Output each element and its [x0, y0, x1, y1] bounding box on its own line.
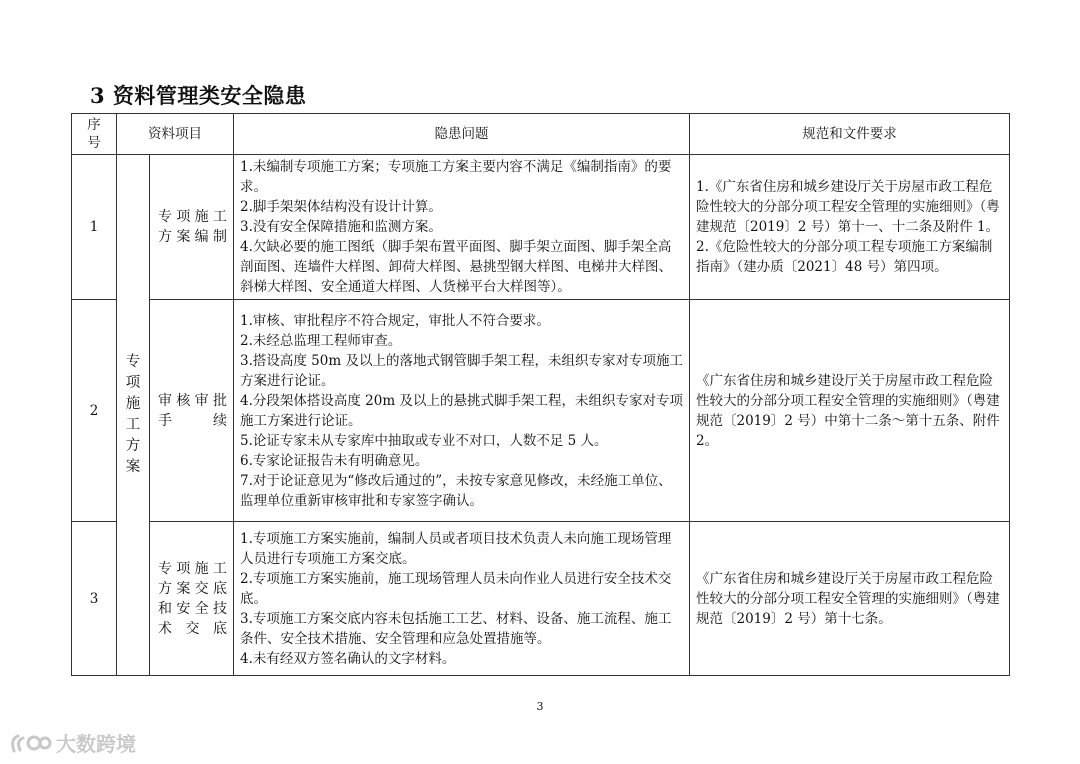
header-requirement: 规范和文件要求 [690, 114, 1010, 155]
issue-line: 3.没有安全保障措施和监测方案。 [240, 219, 442, 235]
issue-line: 1.未编制专项施工方案；专项施工方案主要内容不满足《编制指南》的要求。 [240, 159, 672, 195]
watermark-logo-icon [8, 731, 52, 755]
issue-line: 4.未有经双方签名确认的文字材料。 [240, 650, 456, 667]
table-header-row [72, 114, 1010, 155]
requirement-line: 《广东省住房和城乡建设厅关于房屋市政工程危险性较大的分部分项工程安全管理的实施细则》（粤建规范〔2019〕2 号）第十七条。 [696, 570, 1000, 627]
page-title: 3 资料管理类安全隐患 [90, 83, 307, 108]
issue-line: 3.搭设高度 50m 及以上的落地式钢管脚手架工程，未组织专家对专项施工方案进行论证。 [240, 352, 683, 389]
issues-cell [234, 522, 690, 676]
requirements-cell [690, 155, 1010, 300]
issue-line: 2.脚手架架体结构没有设计计算。 [240, 199, 442, 215]
requirement-line: 1.《广东省住房和城乡建设厅关于房屋市政工程危险性较大的分部分项工程安全管理的实施细则》（粤建规范〔2019〕2 号）第十一、十二条及附件 1。 [696, 179, 1000, 235]
requirements-cell [690, 522, 1010, 676]
issue-line: 1.专项施工方案实施前，编制人员或者项目技术负责人未向施工现场管理人员进行专项施工方案交底。 [240, 530, 672, 567]
row-number: 3 [72, 522, 117, 676]
issue-line: 6.专家论证报告未有明确意见。 [240, 452, 429, 469]
category-char: 专 [125, 354, 141, 370]
issue-line: 4.分段架体搭设高度 20m 及以上的悬挑式脚手架工程，未组织专家对专项施工方案进行论证。 [240, 392, 683, 429]
watermark [8, 728, 136, 757]
watermark-text: 大数跨境 [56, 732, 136, 756]
header-num [72, 114, 117, 155]
header-num-line2: 号 [87, 135, 101, 151]
issue-line: 4.欠缺必要的施工图纸（脚手架布置平面图、脚手架立面图、脚手架全高剖面图、连墙件大样图、卸荷大样图、悬挑型钢大样图、电梯井大样图、斜梯大样图、安全通道大样图、人货梯平台大样图等）。 [240, 239, 672, 295]
table-row [72, 300, 1010, 522]
requirements-cell [690, 300, 1010, 522]
issues-cell [234, 155, 690, 300]
page-number: 3 [536, 700, 544, 713]
issue-line: 3.专项施工方案交底内容未包括施工工艺、材料、设备、施工流程、施工条件、安全技术措施、安全管理和应急处置措施等。 [240, 610, 672, 647]
item-name: 审核审批手续 [150, 300, 234, 522]
header-num-line1: 序 [87, 117, 101, 133]
issue-line: 2.专项施工方案实施前，施工现场管理人员未向作业人员进行安全技术交底。 [240, 570, 672, 607]
table-row [72, 155, 1010, 300]
issues-cell [234, 300, 690, 522]
issue-line: 1.审核、审批程序不符合规定，审批人不符合要求。 [240, 312, 550, 329]
issue-line: 7.对于论证意见为“修改后通过的”，未按专家意见修改，未经施工单位、监理单位重新审核审批和专家签字确认。 [240, 472, 672, 509]
issue-line: 5.论证专家未从专家库中抽取或专业不对口，人数不足 5 人。 [240, 432, 608, 449]
category-cell [117, 155, 150, 676]
category-char: 项 [125, 375, 141, 391]
item-name: 专项施工方案编制 [150, 155, 234, 300]
category-char: 施 [125, 396, 141, 412]
category-char: 工 [125, 417, 141, 433]
hazard-table [71, 113, 1010, 676]
requirement-line: 2.《危险性较大的分部分项工程专项施工方案编制指南》（建办质〔2021〕48 号）第四项。 [696, 239, 993, 275]
header-issue: 隐患问题 [234, 114, 690, 155]
item-name: 专项施工方案交底和安全技术交底 [150, 522, 234, 676]
issue-line: 2.未经总监理工程师审查。 [240, 332, 402, 349]
category-char: 方 [125, 438, 141, 454]
row-number: 1 [72, 155, 117, 300]
requirement-line: 《广东省住房和城乡建设厅关于房屋市政工程危险性较大的分部分项工程安全管理的实施细则》（粤建规范〔2019〕2 号）中第十二条～第十五条、附件 2。 [696, 372, 1000, 449]
row-number: 2 [72, 300, 117, 522]
header-item: 资料项目 [117, 114, 234, 155]
table-row [72, 522, 1010, 676]
category-char: 案 [125, 459, 141, 475]
